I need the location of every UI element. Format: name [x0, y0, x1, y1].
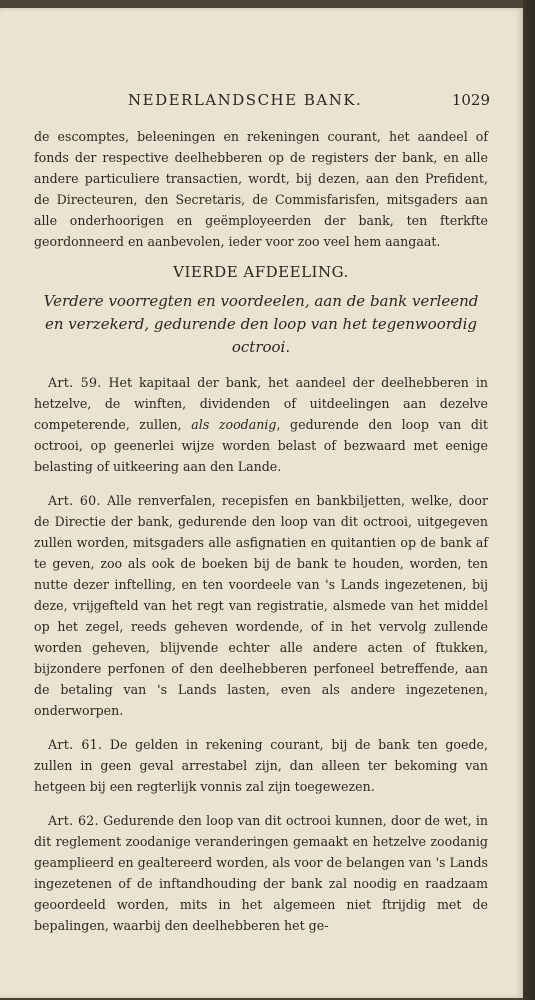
article-emphasis: als zoodanig — [191, 417, 277, 432]
section-subtitle: Verdere voorregten en voordeelen, aan de bank verleend en verzekerd, gedurende den loop van het tegenwoordig octrooi. — [43, 292, 479, 356]
section-heading: VIERDE AFDEELING. — [173, 263, 349, 281]
article-text: De gelden in rekening courant, bij de bank ten goede, zullen in geen geval arrestabel zijn, dan alleen ter bekoming van hetgeen bij een regterlijk vonnis zal zijn toegewezen. — [34, 737, 488, 794]
article-text: Alle renverfalen, recepisfen en bankbiljetten, welke, door de Directie der bank, gedurende den loop van dit octrooi, uitgegeven zullen worden, mitsgaders alle asfignatien en quitantien op de bank af te geven, zoo als ook de boeken bij de bank te houden, worden, ten nutte dezer inftelling, en ten voordeele van 's Lands ingezetenen, bij deze, vrijgefteld van het regt van registratie, alsmede van het middel op het zegel, reeds geheven wordende, of in het vervolg zullende worden geheven, blijvende echter alle andere acten of ftukken, bijzondere perfonen of den deelhebberen perfoneel betreffende, aan de betaling van 's Lands lasten, even als andere ingezetenen, onderworpen. — [34, 493, 488, 718]
article-60 — [34, 490, 488, 721]
article-label: Art. 59. — [48, 375, 102, 390]
intro-paragraph: de escomptes, beleeningen en rekeningen courant, het aandeel of fonds der respective deelhebberen op de registers der bank, en alle andere particuliere transactien, wordt, bij dezen, aan den Prefident, de Directeuren, den Secretaris, de Commisfarisfen, mitsgaders aan alle onderhoorigen en geëmployeerden der bank, ten fterkfte geordonneerd en aanbevolen, ieder voor zoo veel hem aangaat. — [34, 129, 488, 249]
article-label: Art. 60. — [48, 493, 101, 508]
article-text: Gedurende den loop van dit octrooi kunnen, door de wet, in dit reglement zoodanige veranderingen gemaakt en hetzelve zoodanig geamplieerd en gealtereerd worden, als voor de belangen van 's Lands ingezetenen of de inftandhouding der bank zal noodig en raadzaam geoordeeld worden, mits in het algemeen niet ftrijdig met de bepalingen, waarbij den deelhebberen het ge- — [34, 813, 489, 933]
article-61 — [34, 734, 488, 797]
running-head: NEDERLANDSCHE BANK. — [128, 91, 363, 109]
article-label: Art. 62. — [48, 813, 99, 828]
page-header — [40, 91, 490, 115]
body-text — [34, 126, 488, 949]
book-edge — [523, 0, 535, 1000]
book-page — [0, 8, 523, 998]
article-text: Het kapitaal der bank, het aandeel der deelhebberen in hetzelve, de winften, dividenden of uitdeelingen aan dezelve competerende, zullen, — [34, 375, 488, 432]
article-label: Art. 61. — [48, 737, 103, 752]
article-59 — [34, 372, 488, 477]
article-text: , gedurende den loop van dit octrooi, op geenerlei wijze worden belast of bezwaard met eenige belasting of uitkeering aan den Lande. — [34, 417, 488, 474]
page-number: 1029 — [451, 91, 490, 109]
article-62 — [34, 810, 488, 936]
